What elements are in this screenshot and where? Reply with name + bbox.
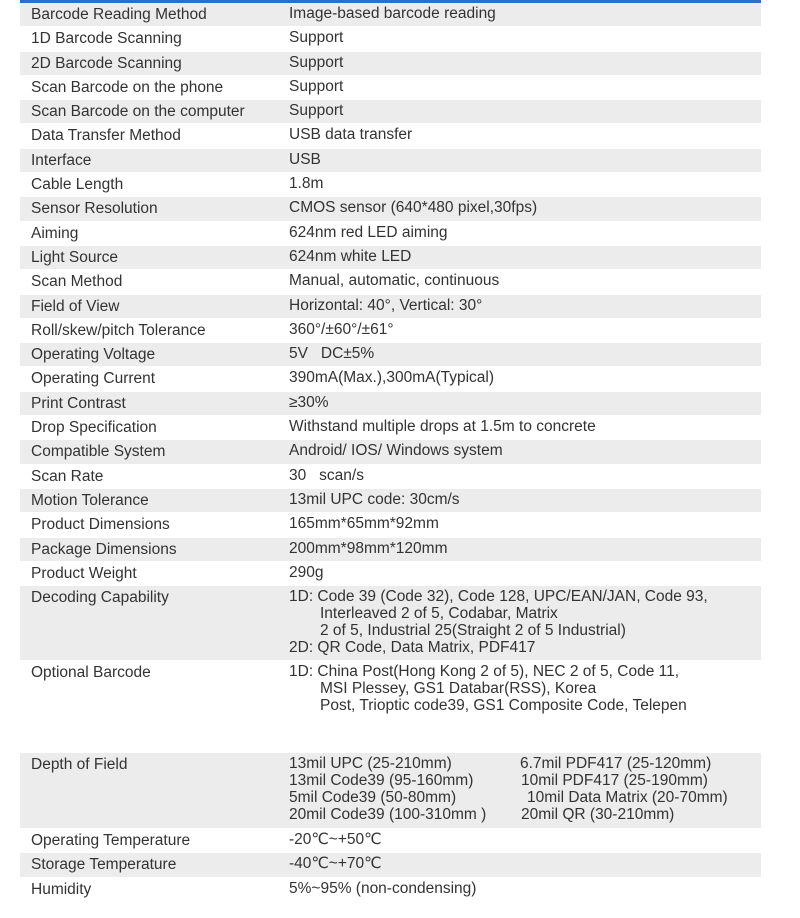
spec-value: 5%~95% (non-condensing) <box>289 879 477 897</box>
spec-value: 360°/±60°/±61° <box>289 320 394 338</box>
spec-value: USB <box>289 150 321 168</box>
spec-row <box>20 52 761 76</box>
spec-label: Compatible System <box>31 443 166 461</box>
spec-value: Support <box>289 77 344 95</box>
spec-value: Support <box>289 53 344 71</box>
spec-value: USB data transfer <box>289 126 413 144</box>
spec-row-depth <box>20 753 761 829</box>
spec-row <box>20 878 761 902</box>
spec-row <box>20 173 761 197</box>
spec-row <box>20 538 761 562</box>
spec-value: Withstand multiple drops at 1.5m to concrete <box>289 418 596 436</box>
spec-label: Field of View <box>31 297 120 315</box>
spec-value-multiline <box>277 661 761 714</box>
depth-entry: 13mil UPC (25-210mm) <box>289 755 452 773</box>
spec-row <box>20 489 761 513</box>
spec-value: Image-based barcode reading <box>289 5 496 22</box>
spec-row <box>20 124 761 148</box>
spec-label: Cable Length <box>31 176 124 194</box>
depth-entry: 5mil Code39 (50-80mm) <box>289 789 457 807</box>
spec-label: 2D Barcode Scanning <box>31 54 182 72</box>
spec-row <box>20 343 761 367</box>
spec-label: Roll/skew/pitch Tolerance <box>31 321 206 339</box>
spec-label: Optional Barcode <box>31 664 151 682</box>
spec-label: Depth of Field <box>31 756 128 774</box>
depth-entry: 20mil Code39 (100-310mm ) <box>289 806 487 824</box>
decoding-line: 1D: Code 39 (Code 32), Code 128, UPC/EAN/JAN, Code 93, <box>289 588 708 606</box>
spec-row <box>20 270 761 294</box>
spec-label: 1D Barcode Scanning <box>31 30 182 48</box>
spec-row <box>20 27 761 51</box>
spec-label: Package Dimensions <box>31 540 177 558</box>
spec-label: Scan Method <box>31 273 123 291</box>
spec-value: Manual, automatic, continuous <box>289 272 500 290</box>
spec-value: 624nm red LED aiming <box>289 223 448 241</box>
spec-label: Scan Barcode on the computer <box>31 103 245 121</box>
spec-value: 165mm*65mm*92mm <box>289 515 439 533</box>
spec-row <box>20 149 761 173</box>
spec-label: Interface <box>31 151 92 169</box>
decoding-line: 2 of 5, Industrial 25(Straight 2 of 5 Industrial) <box>320 622 626 640</box>
spec-label: Barcode Reading Method <box>31 6 207 23</box>
spec-label: Operating Current <box>31 370 156 388</box>
spec-row <box>20 100 761 124</box>
spec-row <box>20 367 761 391</box>
spec-value-multiline <box>277 586 761 656</box>
optional-line: 1D: China Post(Hong Kong 2 of 5), NEC 2 of 5, Code 11, <box>289 663 680 681</box>
spec-row <box>20 513 761 537</box>
optional-line: Post, Trioptic code39, GS1 Composite Code, Telepen <box>320 697 687 715</box>
spec-row-optional <box>20 661 761 753</box>
spec-value-grid <box>277 753 761 823</box>
optional-line: MSI Plessey, GS1 Databar(RSS), Korea <box>320 680 597 698</box>
spec-label: Aiming <box>31 224 79 242</box>
spec-label: Motion Tolerance <box>31 491 149 509</box>
spec-label: Operating Temperature <box>31 832 191 850</box>
spec-value: Horizontal: 40°, Vertical: 30° <box>289 296 483 314</box>
spec-label: Data Transfer Method <box>31 127 181 145</box>
spec-label: Operating Voltage <box>31 346 156 364</box>
spec-row <box>20 440 761 464</box>
spec-value: 200mm*98mm*120mm <box>289 539 448 557</box>
spec-label: Storage Temperature <box>31 856 177 874</box>
spec-value: 13mil UPC code: 30cm/s <box>289 490 460 508</box>
spec-value: 290g <box>289 563 324 581</box>
spec-label: Product Dimensions <box>31 516 170 534</box>
spec-row <box>20 829 761 853</box>
depth-entry: 10mil Data Matrix (20-70mm) <box>527 789 728 807</box>
spec-row-decoding <box>20 586 761 661</box>
decoding-line: 2D: QR Code, Data Matrix, PDF417 <box>289 639 536 657</box>
spec-value: 1.8m <box>289 175 324 193</box>
spec-label: Humidity <box>31 880 92 898</box>
spec-row <box>20 222 761 246</box>
spec-row <box>20 853 761 877</box>
spec-label: Scan Barcode on the phone <box>31 78 224 96</box>
spec-value: Android/ IOS/ Windows system <box>289 442 503 460</box>
spec-value: -40℃~+70℃ <box>289 855 382 873</box>
depth-entry: 20mil QR (30-210mm) <box>521 806 675 824</box>
spec-value: CMOS sensor (640*480 pixel,30fps) <box>289 199 538 217</box>
spec-label: Drop Specification <box>31 419 157 437</box>
spec-row <box>20 465 761 489</box>
spec-label: Decoding Capability <box>31 589 169 607</box>
spec-value: 624nm white LED <box>289 247 412 265</box>
spec-value: 390mA(Max.),300mA(Typical) <box>289 369 495 387</box>
spec-label: Print Contrast <box>31 394 126 412</box>
decoding-line: Interleaved 2 of 5, Codabar, Matrix <box>320 605 558 623</box>
spec-row <box>20 392 761 416</box>
depth-entry: 6.7mil PDF417 (25-120mm) <box>520 755 712 773</box>
spec-row <box>20 76 761 100</box>
spec-label: Sensor Resolution <box>31 200 158 218</box>
spec-label: Product Weight <box>31 564 137 582</box>
spec-value: Support <box>289 29 344 47</box>
spec-value: 30 scan/s <box>289 466 364 484</box>
spec-row <box>20 319 761 343</box>
spec-value: 5V DC±5% <box>289 345 375 363</box>
depth-entry: 13mil Code39 (95-160mm) <box>289 772 474 790</box>
spec-table <box>20 3 761 902</box>
depth-entry: 10mil PDF417 (25-190mm) <box>521 772 708 790</box>
spec-value: ≥30% <box>289 393 329 411</box>
spec-row <box>20 246 761 270</box>
spec-row <box>20 416 761 440</box>
spec-value: Support <box>289 102 344 120</box>
spec-value: -20℃~+50℃ <box>289 831 382 849</box>
spec-label: Light Source <box>31 248 119 266</box>
spec-row <box>20 3 761 27</box>
spec-label: Scan Rate <box>31 467 104 485</box>
spec-row <box>20 295 761 319</box>
spec-row <box>20 562 761 586</box>
spec-row <box>20 197 761 221</box>
